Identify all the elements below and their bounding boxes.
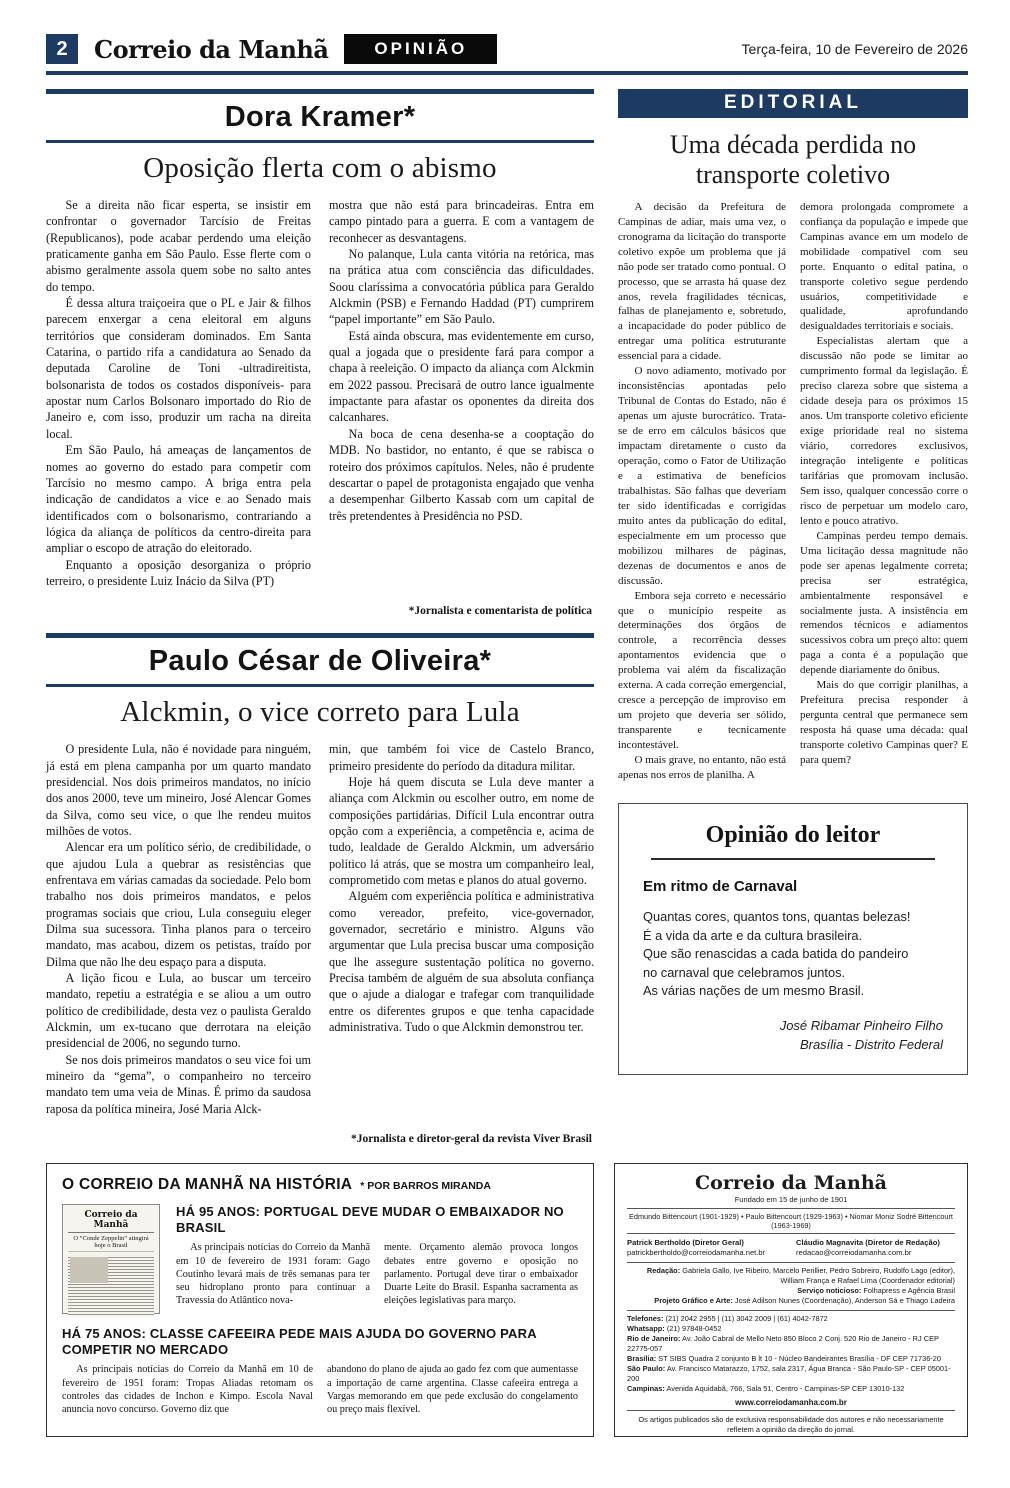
staff-label: Projeto Gráfico e Arte: — [654, 1295, 733, 1305]
editorial-body — [618, 200, 968, 783]
imprint-box — [614, 1163, 968, 1437]
editorial-article — [618, 89, 968, 783]
article-paulo-cesar — [46, 633, 594, 1145]
imprint-founders: Edmundo Bittencourt (1901-1929) • Paulo Bittencourt (1929-1963) • Niomar Moniz Sodré Bittencourt (1963-1969) — [627, 1208, 955, 1234]
contact-row — [627, 1384, 955, 1394]
article-author: Paulo César de Oliveira* — [148, 645, 492, 678]
contact-text: (21) 97848-0452 — [666, 1323, 722, 1333]
imprint-contact — [627, 1311, 955, 1396]
reader-opinion-title: Opinião do leitor — [651, 822, 935, 860]
bottom-row — [46, 1163, 968, 1437]
letter-author-name: José Ribamar Pinheiro Filho — [779, 1017, 943, 1033]
newspaper-logo: Correio da Manhã — [94, 34, 329, 64]
history-item-body — [62, 1363, 578, 1416]
imprint-disclaimer: Os artigos publicados são de exclusiva responsabilidade dos autores e não necessariamente refletem a opinião da direção do jornal. — [627, 1410, 955, 1435]
section-label: OPINIÃO — [344, 34, 497, 64]
history-item-content — [176, 1204, 578, 1314]
director-redacao — [796, 1238, 955, 1258]
history-byline: * POR BARROS MIRANDA — [360, 1180, 491, 1193]
article-separator — [46, 617, 594, 633]
editorial-column — [618, 89, 968, 1145]
staff-row — [627, 1296, 955, 1306]
reader-opinion-box — [618, 803, 968, 1075]
contact-text: ST SIBS Quadra 2 conjunto B lt 10 - Núcleo Bandeirantes Brasília - DF CEP 71736-20 — [658, 1353, 942, 1363]
contact-text: Avenida Aquidabã, 766, Sala 51, Centro - Campinas-SP CEP 13010-132 — [666, 1383, 905, 1393]
staff-row — [627, 1266, 955, 1286]
director-general — [627, 1238, 786, 1258]
editorial-label: EDITORIAL — [618, 89, 968, 118]
history-item-column-2 — [327, 1363, 578, 1416]
opinion-column — [46, 89, 594, 1145]
header-rule — [46, 71, 968, 75]
contact-row — [627, 1364, 955, 1384]
staff-label: Serviço noticioso: — [797, 1285, 862, 1295]
article-column-2: mostra que não está para brincadeiras. Entra em campo pintado para a guerra. E com a vantagem de reconhecer as desvantagens. No palanque, Lula canta vitória na retórica, mas na prática atua com consciência das dificuldades. Soou claríssima a convocatória pública para Geraldo Alckmin (PSB) e Fernando Haddad (PT) cumprirem “papel importante” em São Paulo. Está ainda obscura, mas evidentemente em curso, qual a jogada que o presidente fará para compor a chapa à reeleição. O impacto da aliança com Alckmin em 2022 passou. Precisará de outro lance igualmente impactante para afastar os oponentes da direita dos calcanhares. Na boca de cena desenha-se a cooptação do MDB. No bastidor, no entanto, é que se rabisca o roteiro dos próximos capítulos. Neles, não é prudente descartar o papel de protagonista engajado que venha a desempenhar Gilberto Kassab com um capital de três pretendentes à Presidência no PSD. — [329, 198, 594, 523]
letter-author — [643, 1017, 943, 1055]
history-item-body — [176, 1241, 578, 1307]
contact-row — [627, 1354, 955, 1364]
director-email: redacao@correiodamanha.com.br — [796, 1248, 912, 1258]
history-box — [46, 1163, 594, 1437]
imprint-website: www.correiodamanha.com.br — [735, 1397, 847, 1407]
thumb-headline: O “Conde Zeppelin” atingirá hoje o Brasil — [68, 1233, 154, 1252]
history-item-column-1 — [62, 1363, 313, 1416]
staff-row — [627, 1286, 955, 1296]
letter-title: Em ritmo de Carnaval — [643, 877, 798, 895]
imprint-directors — [627, 1234, 955, 1263]
article-body — [46, 197, 594, 589]
contact-label: Campinas: — [627, 1383, 665, 1393]
director-email: patrickbertholdo@correiodamanha.net.br — [627, 1248, 766, 1258]
history-item-column-2 — [384, 1241, 578, 1307]
history-title: O CORREIO DA MANHÃ NA HISTÓRIA — [62, 1176, 353, 1194]
staff-text: José Adilson Nunes (Coordenação), Anderson Sá e Thiago Ladeira — [734, 1295, 955, 1305]
historical-newspaper-thumbnail — [62, 1204, 160, 1314]
history-text: abandono do plano de ajuda ao gado fez com que aumentasse a importação de carne argentina. Classe cafeeira entrega a Vargas memorando em que pede exclusão do congelamento ou preço mais flexível. — [327, 1364, 578, 1416]
article-attribution: *Jornalista e diretor-geral da revista Viver Brasil — [350, 1133, 592, 1146]
article-column-1: O presidente Lula, não é novidade para ninguém, já está em plena campanha por um quarto mandato presidencial. Nos dois primeiros mandatos, no início dos anos 2000, teve um mineiro, José Alencar Gomes da Silva, como seu vice, o que lhe rendeu muitos milhões de votos. Alencar era um político sério, de credibilidade, o que ajudou Lula a quebrar as resistências que enfrentava em várias camadas da sociedade. Pelo bom trabalho nos dois primeiros mandatos, e pelos programas sociais que criou, Lula conseguiu eleger Dilma sua sucessora. Tinha planos para o terceiro mandato, mas acabou, dizem os petistas, traído por Dilma que não lhe deu espaço para a disputa. A lição ficou e Lula, ao buscar um terceiro mandato, repetiu a estratégia e se aliou a um outro político de credibilidade, desta vez o paulista Geraldo Alckmin, um ex-tucano que derrotara na eleição presidencial de 2006, no segundo turno. Se nos dois primeiros mandatos o seu vice foi um mineiro da “gema”, o companheiro no terceiro mandato tem uma veia de Minas. É primo da saudosa raposa da política mineira, José Maria Alck- — [46, 742, 311, 1116]
thumb-article-lines — [68, 1255, 154, 1317]
contact-label: Rio de Janeiro: — [627, 1333, 681, 1343]
imprint-staff — [627, 1263, 955, 1311]
history-text: mente. Orçamento alemão provoca longos debates entre governo e oposição no parlamento. Portugal deve tirar o embaixador Duarte Leite do Brasil. Espanha sacramenta as eleições legislativas para março. — [384, 1242, 578, 1307]
article-column-2: min, que também foi vice de Castelo Branco, primeiro presidente do período da ditadura militar. Hoje há quem discuta se Lula deve manter a aliança com Alckmin ou escolher outro, em nome de composições partidárias. Difícil Lula encontrar outra opção com a experiência, a competência e, acima de tudo, lealdade de Geraldo Alckmin, um adversário político lá atrás, que se mostra um companheiro leal, comprometido com metas e planos do atual governo. Alguém com experiência política e administrativa como vereador, prefeito, vice-governador, governador, secretário e ministro. Alguns vão argumentar que Lula precisa buscar uma composição que lhe assegure sustentação política no governo. Precisa também de alguém de sua absoluta confiança que o ajude a dialogar e trafegar com tranquilidade entre os diferentes grupos e que tenha capacidade administrativa. Tudo o que Alckmin demonstrou ter. — [329, 742, 594, 1035]
history-item-75-anos — [62, 1326, 578, 1416]
history-item-column-1 — [176, 1241, 370, 1307]
history-item-95-anos — [62, 1204, 578, 1314]
contact-label: Whatsapp: — [627, 1323, 665, 1333]
director-name: Cláudio Magnavita (Diretor de Redação) — [796, 1238, 940, 1248]
staff-text: Folhapress e Agência Brasil — [863, 1285, 955, 1295]
article-dora-kramer — [46, 89, 594, 617]
staff-text: Gabriela Gallo, Ive Ribeiro, Marcelo Perillier, Pedro Sobreiro, Rudolfo Lago (editor), William França e Rafael Lima (Coordenador editorial) — [682, 1265, 955, 1285]
editorial-headline: Uma década perdida no transporte coletivo — [669, 130, 917, 189]
imprint-founded: Fundado em 15 de junho de 1901 — [734, 1195, 848, 1205]
article-headline: Alckmin, o vice correto para Lula — [120, 696, 520, 729]
letter-body: Quantas cores, quantos tons, quantas belezas! É a vida da arte e da cultura brasileira. Que são renascidas a cada batida do pandeiro no carnaval que celebramos juntos. As várias nações de um mesmo Brasil. — [643, 908, 911, 999]
staff-label: Redação: — [646, 1265, 681, 1275]
thumb-masthead: Correio da Manhã — [68, 1210, 154, 1233]
contact-text: Av. João Cabral de Mello Neto 850 Bloco 2 Conj. 520 Rio de Janeiro - RJ CEP 22775-057 — [627, 1333, 939, 1353]
history-text: As principais notícias do Correio da Manhã em 10 de fevereiro de 1931 foram: Gago Coutinho levará mais de três semanas para ter seu hidroplano pronto para continuar a Travessia do Atlântico nova- — [176, 1242, 370, 1307]
director-name: Patrick Bertholdo (Diretor Geral) — [627, 1238, 744, 1248]
page-header — [46, 34, 968, 64]
letter-author-location: Brasília - Distrito Federal — [799, 1036, 943, 1052]
contact-row — [627, 1324, 955, 1334]
contact-row — [627, 1334, 955, 1354]
article-author: Dora Kramer* — [224, 101, 416, 133]
contact-label: São Paulo: — [627, 1363, 666, 1373]
history-item-headline: HÁ 75 ANOS: CLASSE CAFEEIRA PEDE MAIS AJUDA DO GOVERNO PARA COMPETIR NO MERCADO — [62, 1326, 537, 1357]
editorial-column-1: A decisão da Prefeitura de Campinas de adiar, mais uma vez, o cronograma da licitação do transporte coletivo expõe um problema que já não pode ser tratado como pontual. O processo, que se arrasta há quase dez anos, revela fragilidades técnicas, falhas de planejamento e, sobretudo, a incapacidade do poder público de entregar uma política estruturante essencial para a cidade. O novo adiamento, motivado por inconsistências apontadas pelo Tribunal de Contas do Estado, não é apenas um ajuste burocrático. Trata-se de erro em cálculos básicos que impactam diretamente o custo da operação, como o Fator de Utilização e a estimativa de benefícios trabalhistas. São falhas que deveriam ter sido identificadas e corrigidas muito antes da publicação do edital, especialmente em um processo que mobilizou milhares de páginas, dezenas de documentos e anos de discussão. Embora seja correto e necessário que o município respeite as determinações dos órgãos de controle, a recorrência desses apontamentos evidencia que o problema vai além da fiscalização externa. A cada correção emergencial, cresce a percepção de improviso em um projeto que deveria ser sólido, transparente e tecnicamente incontestável. O mais grave, no entanto, não está apenas nos erros de planilha. A — [618, 200, 787, 781]
article-attribution: *Jornalista e comentarista de política — [408, 605, 592, 618]
contact-text: (21) 2042 2955 | (11) 3042 2009 | (61) 4042-7872 — [665, 1313, 828, 1323]
history-text: As principais notícias do Correio da Manhã em 10 de fevereiro de 1951 foram: Tropas Aliadas retomam os controles das cidades de Inchon e Kimpo. Escola Naval anuncia novo concurso. Governo diz que — [62, 1364, 313, 1416]
article-headline: Oposição flerta com o abismo — [143, 152, 497, 184]
main-content — [46, 89, 968, 1145]
contact-row — [627, 1314, 955, 1324]
issue-date: Terça-feira, 10 de Fevereiro de 2026 — [741, 41, 968, 57]
history-titlebar — [62, 1176, 578, 1194]
contact-label: Telefones: — [627, 1313, 664, 1323]
contact-text: Av. Francisco Matarazzo, 1752, sala 2317, Água Branca - São Paulo-SP - CEP 05001-200 — [627, 1363, 951, 1383]
history-item-headline: HÁ 95 ANOS: PORTUGAL DEVE MUDAR O EMBAIXADOR NO BRASIL — [176, 1204, 564, 1235]
article-body — [46, 741, 594, 1117]
page-number: 2 — [46, 34, 78, 64]
article-column-1: Se a direita não ficar esperta, se insistir em confrontar o governador Tarcísio de Freitas (Republicanos), pode acabar perdendo uma eleição praticamente ganha em São Paulo. Esse flerte com o abismo geralmente assola quem sobe no salto antes do tempo. É dessa altura traiçoeira que o PL e Jair & filhos parecem enxergar a cena eleitoral em alguns territórios que consideram dominados. Em Santa Catarina, o partido rifa a candidatura ao Senado da deputada Caroline de Toni -ultradireitista, bolsonarista de todos os costados disponíveis- para apostar num Carlos Bolsonaro importado do Rio de Janeiro e, com isso, produzir um racha na direita local. Em São Paulo, há ameaças de lançamentos de nomes ao governo do estado para competir com Tarcísio no mesmo campo. A briga entra pela indicação de candidatos a vice e ao Senado mais identificados com o bolsonarismo, contrariando a lógica da aliança de políticos da centro-direita para ampliar o escopo de atração do eleitorado. Enquanto a oposição desorganiza o próprio terreiro, o presidente Luiz Inácio da Silva (PT) — [46, 198, 311, 588]
contact-label: Brasília: — [627, 1353, 657, 1363]
imprint-logo: Correio da Manhã — [695, 1172, 887, 1195]
editorial-column-2: demora prolongada compromete a confiança da população e impede que Campinas avance em um modelo de mobilidade compatível com seu porte. Enquanto o edital patina, o transporte coletivo segue perdendo usuários, competitividade e qualidade, aprofundando desigualdades territoriais e sociais. Especialistas alertam que a discussão não pode se limitar ao cumprimento formal da legislação. É preciso clareza sobre que sistema a cidade deseja para os próximos 15 anos. Um transporte coletivo eficiente exige prioridade real no sistema viário, corredores exclusivos, integração inteligente e políticas tarifárias que promovam inclusão. Sem isso, qualquer concessão corre o risco de perpetuar um modelo caro, lento e pouco atrativo. Campinas perdeu tempo demais. Uma licitação dessa magnitude não pode ser apenas legalmente correta; precisa ser estratégica, ambientalmente responsável e socialmente justa. A insistência em remendos técnicos e adiamentos sucessivos cobra um preço alto: quem paga a conta é a população que depende diariamente do ônibus. Mais do que corrigir planilhas, a Prefeitura precisa responder à pergunta central que permanece sem resposta há quase uma década: qual transporte coletivo Campinas quer? E para quem? — [800, 200, 968, 767]
